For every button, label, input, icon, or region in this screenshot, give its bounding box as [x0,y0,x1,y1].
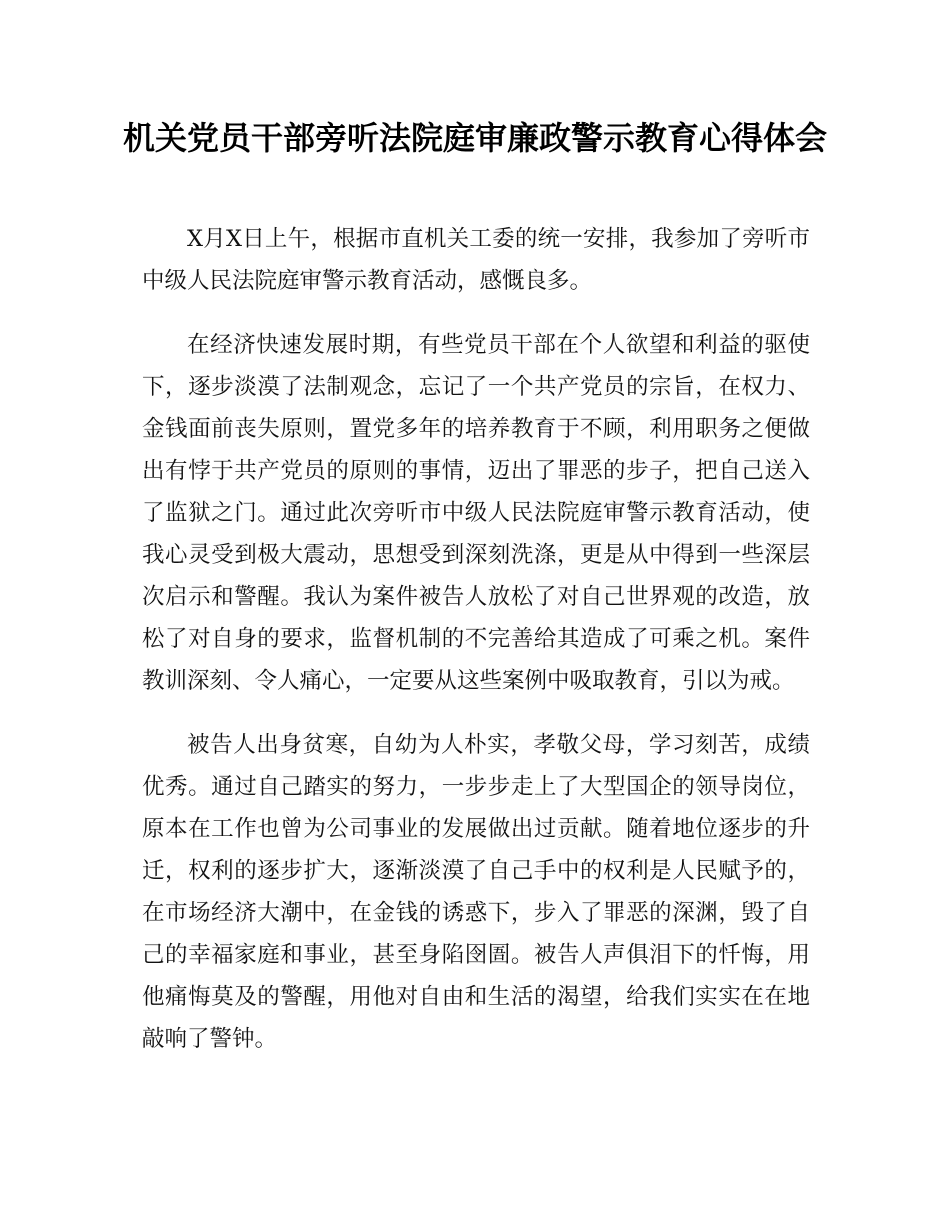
paragraph-3: 被告人出身贫寒，自幼为人朴实，孝敬父母，学习刻苦，成绩优秀。通过自己踏实的努力，一步步走上了大型国企的领导岗位，原本在工作也曾为公司事业的发展做出过贡献。随着地位逐步的升迁，权利的逐步扩大，逐渐淡漠了自己手中的权利是人民赋予的，在市场经济大潮中，在金钱的诱惑下，步入了罪恶的深渊，毁了自己的幸福家庭和事业，甚至身陷囹圄。被告人声俱泪下的忏悔，用他痛悔莫及的警醒，用他对自由和生活的渴望，给我们实实在在地敲响了警钟。 [142,732,810,1052]
document-body [142,218,810,1082]
document-title: 机关党员干部旁听法院庭审廉政警示教育心得体会 [122,119,827,157]
paragraph-2: 在经济快速发展时期，有些党员干部在个人欲望和利益的驱使下，逐步淡漠了法制观念，忘记了一个共产党员的宗旨，在权力、金钱面前丧失原则，置党多年的培养教育于不顾，利用职务之便做出有悖于共产党员的原则的事情，迈出了罪恶的步子，把自己送入了监狱之门。通过此次旁听市中级人民法院庭审警示教育活动，使我心灵受到极大震动，思想受到深刻洗涤，更是从中得到一些深层次启示和警醒。我认为案件被告人放松了对自己世界观的改造，放松了对自身的要求，监督机制的不完善给其造成了可乘之机。案件教训深刻、令人痛心，一定要从这些案例中吸取教育，引以为戒。 [142,332,810,694]
paragraph-1: X月X日上午，根据市直机关工委的统一安排，我参加了旁听市中级人民法院庭审警示教育活动，感慨良多。 [142,226,810,294]
